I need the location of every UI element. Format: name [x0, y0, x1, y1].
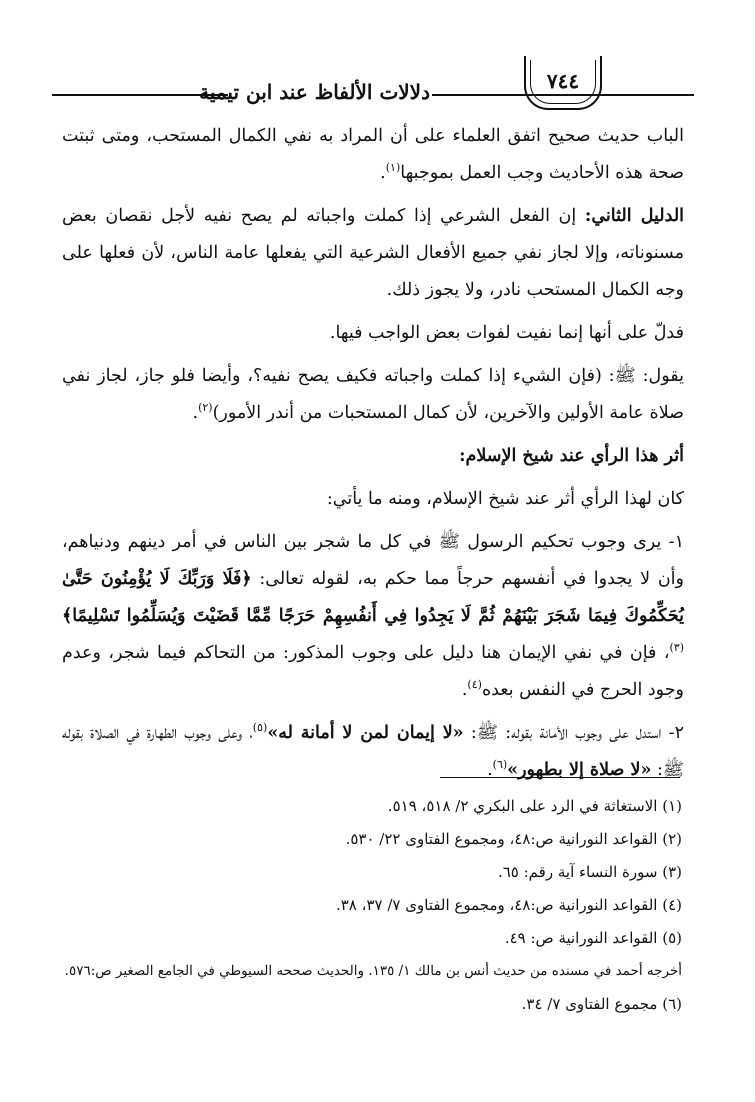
footnote-ref: (٣): [669, 641, 684, 655]
page-number-box: [524, 56, 602, 110]
page-header: [40, 62, 728, 122]
book-title: دلالات الألفاظ عند ابن تيمية: [199, 80, 430, 104]
second-proof-heading: الدليل الثاني:: [584, 206, 685, 226]
section-heading: أثر هذا الرأي عند شيخ الإسلام:: [459, 446, 684, 466]
hadith-quote: «لا صلاة إلا بطهور»: [507, 760, 652, 780]
paragraph-1: الباب حديث صحيح اتفق العلماء على أن المراد به نفي الكمال المستحب، ومتى ثبتت صحة هذه الأحاديث وجب العمل بموجبها$^{(١)}$.: [62, 126, 684, 183]
footnote-ref: (١): [385, 161, 401, 175]
footnote-ref: (٢): [198, 401, 213, 415]
paragraph-6: ١- يرى وجوب تحكيم الرسول ﷺ في كل ما شجر بين الناس في أمر دينهم ودنياهم، وأن لا يجدوا في أنفسهم حرجاً مما حكم به، لقوله تعالى: ﴿فَلَا وَرَبِّكَ لَا يُؤْمِنُونَ حَتَّىٰ يُحَكِّمُوكَ فِيمَا شَجَرَ بَيْنَهُمْ ثُمَّ لَا يَجِدُوا فِي أَنفُسِهِمْ حَرَجًا مِّمَّا قَضَيْتَ وَيُسَلِّمُوا تَسْلِيمًا﴾$^{(٣)}$، فإن في نفي الإيمان هنا دليل على وجوب المذكور: من التحاكم فيما شجر، وعدم وجود الحرج في النفس بعده$^{(٤)}$.: [62, 532, 684, 700]
paragraph-5: كان لهذا الرأي أثر عند شيخ الإسلام، ومنه ما يأتي:: [326, 489, 684, 509]
paragraph-2: الدليل الثاني: إن الفعل الشرعي إذا كملت واجباته لم يصح نفيه لأجل نقصان بعض مسنوناته، وإلا لجاز نفي جميع الأفعال الشرعية التي يفعلها عامة الناس، لأن فعلها على وجه الكمال المستحب نادر، ولا يجوز ذلك.: [62, 206, 685, 300]
footnote-separator: [440, 777, 680, 778]
header-rule-right: [432, 94, 694, 96]
paragraph-4: يقول: ﷺ: (فإن الشيء إذا كملت واجباته فكيف يصح نفيه؟، وأيضا فلو جاز، لجاز نفي صلاة عامة الأولين والآخرين، لأن كمال المستحبات من أندر الأمور)$^{(٢)}$.: [62, 366, 684, 423]
hadith-quote: «لا إيمان لمن لا أمانة له»: [267, 723, 464, 743]
footnote-3: (٣) سورة النساء آية رقم: ٦٥.: [497, 863, 682, 881]
footnote-5: (٥) القواعد النورانية ص: ٤٩.: [504, 929, 682, 947]
footnote-1: (١) الاستغاثة في الرد على البكري ٢/ ٥١٨، ٥١٩.: [387, 797, 682, 815]
paragraph-3: فدلّ على أنها إنما نفيت لفوات بعض الواجب فيها.: [329, 323, 684, 343]
footnote-6: (٦) مجموع الفتاوى ٧/ ٣٤.: [521, 995, 682, 1013]
paragraph-7: ٢- استدل على وجوب الأمانة بقوله: ﷺ: «لا إيمان لمن لا أمانة له»$^{(٥)}$، وعلى وجوب الطهارة في الصلاة بقوله ﷺ: «لا صلاة إلا بطهور»$^{(٦)}$.: [62, 721, 684, 780]
quran-verse: ﴿فَلَا وَرَبِّكَ لَا يُؤْمِنُونَ حَتَّىٰ يُحَكِّمُوكَ فِيمَا شَجَرَ بَيْنَهُمْ ثُمَّ لَا يَجِدُوا فِي أَنفُسِهِمْ حَرَجًا مِّمَّا قَضَيْتَ وَيُسَلِّمُوا تَسْلِيمًا﴾: [62, 569, 684, 626]
footnotes: [62, 790, 682, 1021]
footnote-2: (٢) القواعد النورانية ص:٤٨، ومجموع الفتاوى ٢٢/ ٥٣٠.: [345, 830, 682, 848]
main-text: [62, 118, 684, 795]
footnote-4: (٤) القواعد النورانية ص:٤٨، ومجموع الفتاوى ٧/ ٣٧، ٣٨.: [335, 896, 682, 914]
footnote-5-extra: أخرجه أحمد في مسنده من حديث أنس بن مالك ١/ ١٣٥. والحديث صححه السيوطي في الجامع الصغير ص:٥٧٦.: [64, 963, 682, 979]
page-number: ٧٤٤: [546, 69, 580, 93]
footnote-ref: (٤): [467, 678, 482, 692]
footnote-ref: (٥): [252, 721, 268, 735]
footnote-ref: (٦): [492, 758, 508, 772]
page-number-box-inner: [530, 60, 596, 104]
